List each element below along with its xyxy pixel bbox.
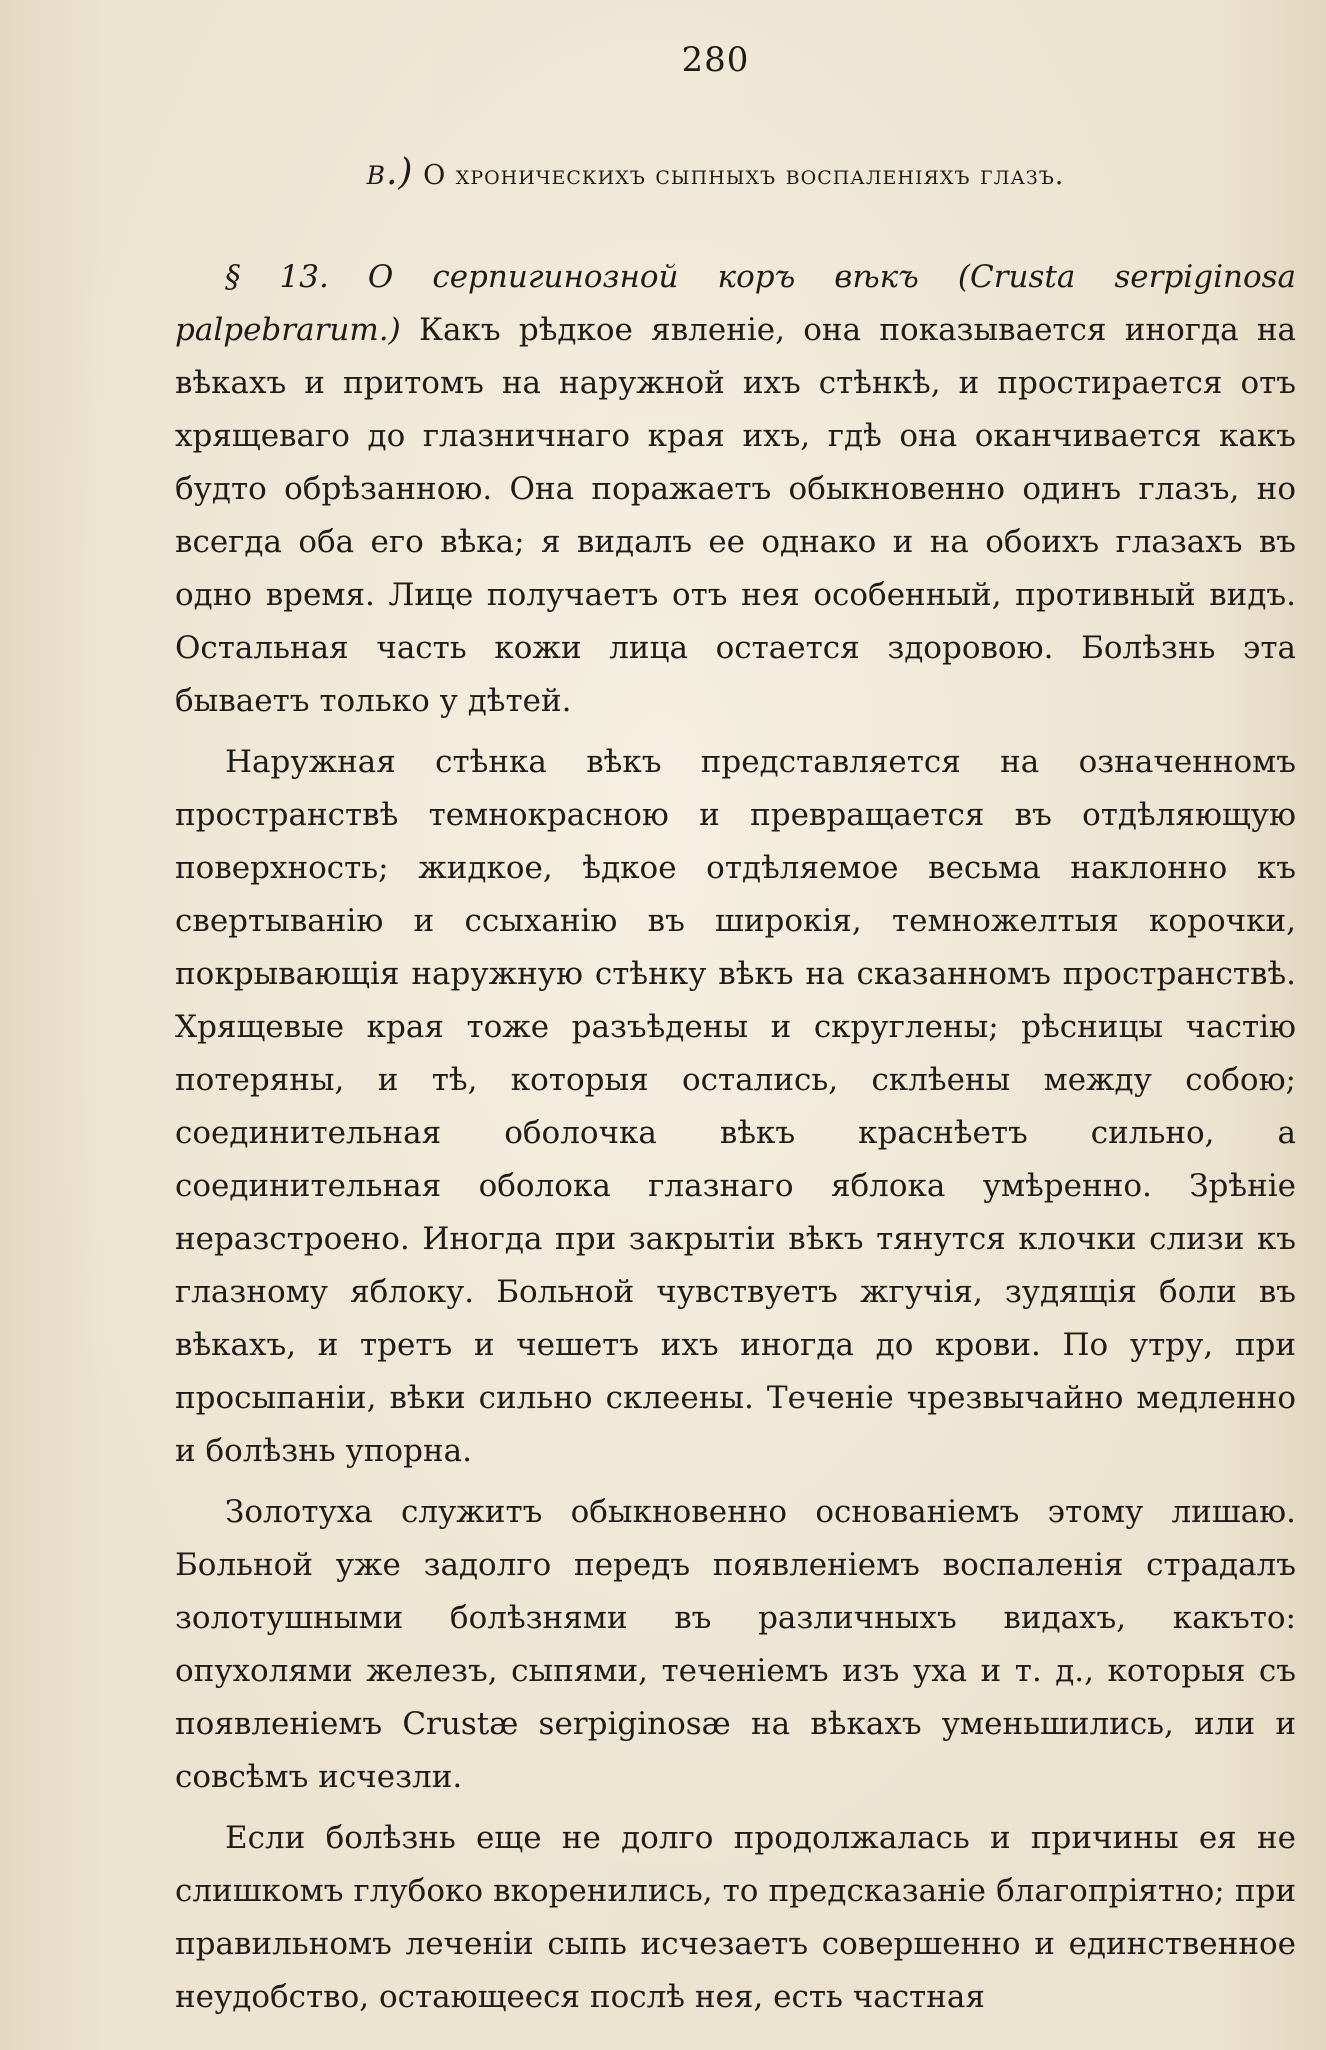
- section-title: О хроническихъ сыпныхъ воспаленіяхъ глазъ.: [423, 160, 1065, 191]
- paragraph-1-lead: § 13. О серпигинозной коръ вѣкъ (Crusta serpiginosa palpebrarum.): [175, 259, 1296, 348]
- paragraph-1: [175, 251, 1296, 728]
- paragraph-2: Наружная стѣнка вѣкъ представляется на означенномъ пространствѣ темнокрасною и превращается въ отдѣляющую поверхность; жидкое, ѣдкое отдѣляемое весьма наклонно къ свертыванію и ссыханію въ широкія, темножелтыя корочки, покрывающія наружную стѣнку вѣкъ на сказанномъ пространствѣ. Хрящевые края тоже разъѣдены и скруглены; рѣсницы частію потеряны, и тѣ, которыя остались, склѣены между собою; соединительная оболочка вѣкъ краснѣетъ сильно, а соединительная оболока глазнаго яблока умѣренно. Зрѣніе неразстроено. Иногда при закрытіи вѣкъ тянутся клочки слизи къ глазному яблоку. Больной чувствуетъ жгучія, зудящія боли въ вѣкахъ, и третъ и чешетъ ихъ иногда до крови. По утру, при просыпаніи, вѣки сильно склеены. Теченіе чрезвычайно медленно и болѣзнь упорна.: [175, 744, 1296, 1469]
- section-marker: β.): [366, 152, 414, 193]
- paragraph-3: Золотуха служитъ обыкновенно основаніемъ этому лишаю. Больной уже задолго передъ появленіемъ воспаленія страдалъ золотушными болѣзнями въ различныхъ видахъ, какъто: опухолями железъ, сыпями, теченіемъ изъ уха и т. д., которыя съ появленіемъ Crustæ serpiginosæ на вѣкахъ уменьшились, или и совсѣмъ исчезли.: [175, 1494, 1296, 1795]
- section-heading: [175, 152, 1296, 193]
- paragraph-4: Если болѣзнь еще не долго продолжалась и причины ея не слишкомъ глубоко вкоренились, то предсказаніе благопріятно; при правильномъ леченіи сыпь исчезаетъ совершенно и единственное неудобство, остающееся послѣ нея, есть частная: [175, 1820, 1296, 2015]
- paragraph-1-text: Какъ рѣдкое явленіе, она показывается иногда на вѣкахъ и притомъ на наружной ихъ стѣнкѣ, и простирается отъ хрящеваго до глазничнаго края ихъ, гдѣ она оканчивается какъ будто обрѣзанною. Она поражаетъ обыкновенно одинъ глазъ, но всегда оба его вѣка; я видалъ ее однако и на обоихъ глазахъ въ одно время. Лице получаетъ отъ нея особенный, противный видъ. Остальная часть кожи лица остается здоровою. Болѣзнь эта бываетъ только у дѣтей.: [175, 312, 1296, 719]
- page-number: 280: [681, 40, 750, 80]
